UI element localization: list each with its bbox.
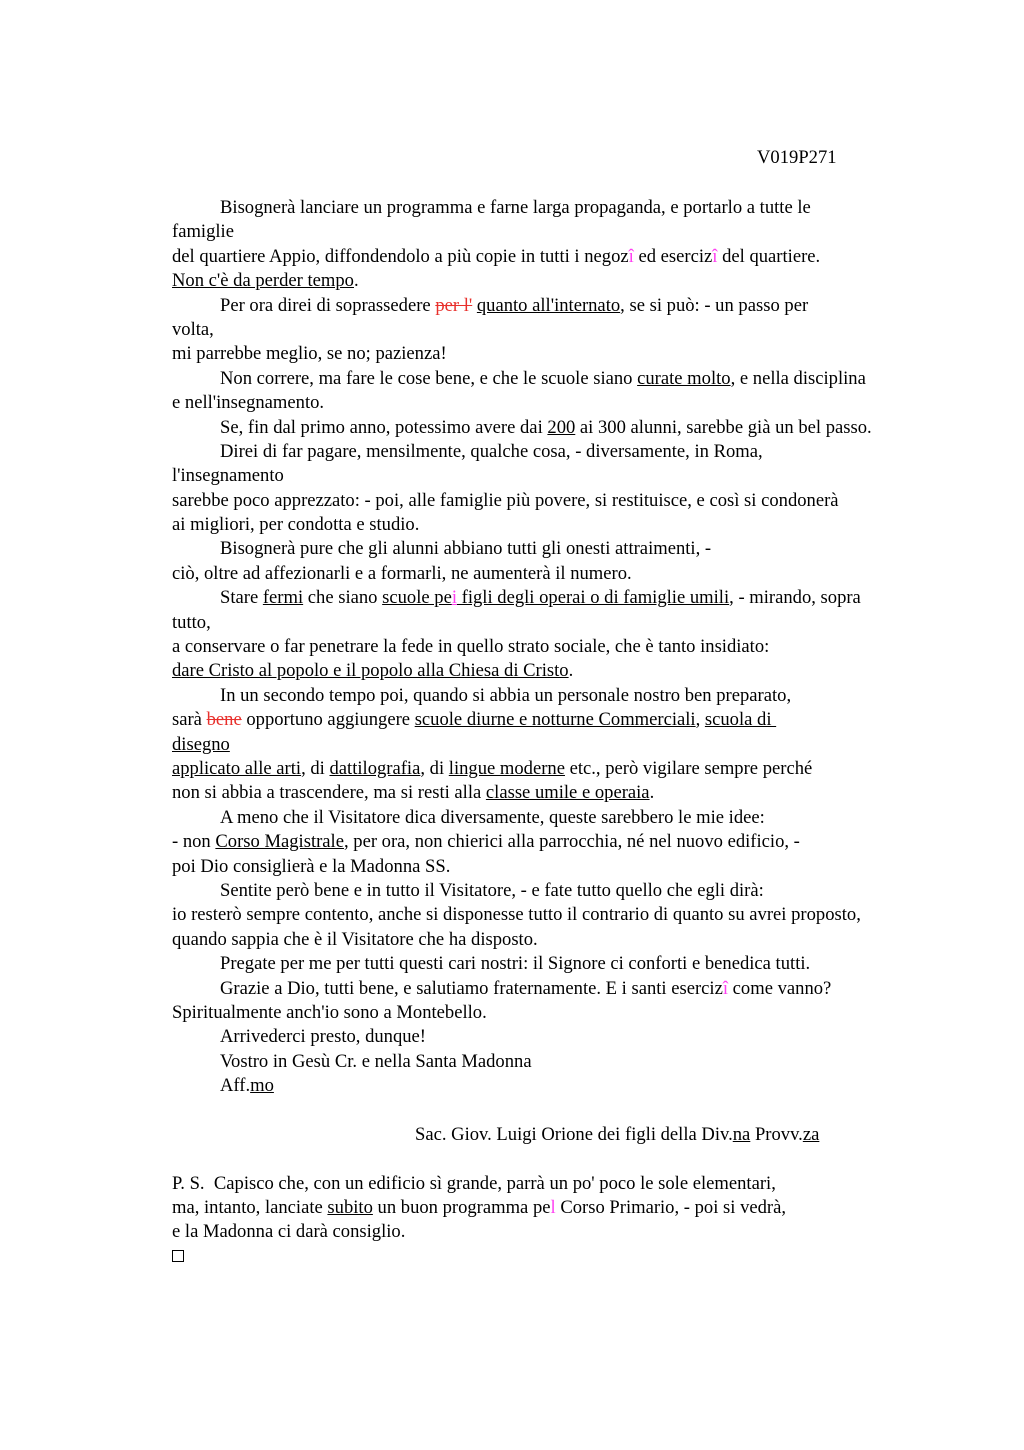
text-line: Per ora direi di soprassedere per l' quanto all'internato, se si può: - un passo per [220,294,809,316]
text-line: sarà bene opportuno aggiungere scuole diurne e notturne Commerciali, scuola di [172,709,777,731]
underlined-text: dare Cristo al popolo e il popolo alla Chiesa di Cristo [172,660,569,682]
underlined-text: Corso Magistrale [215,831,344,853]
text-line: mi parrebbe meglio, se no; pazienza! [172,343,447,365]
text-line: Non correre, ma fare le cose bene, e che le scuole siano curate molto, e nella disciplina [220,367,866,389]
underlined-text: za [802,1123,820,1145]
text-line: Bisognerà lanciare un programma e farne larga propaganda, e portarlo a tutte le [220,197,811,218]
text-line: Direi di far pagare, mensilmente, qualche cosa, - diversamente, in Roma, [220,440,763,462]
underlined-text: fermi [262,587,304,609]
signature-line: Sac. Giov. Luigi Orione dei figli della Div.na Provv.za [415,1123,820,1145]
text-line: Bisognerà pure che gli alunni abbiano tutti gli onesti attraimenti, - [220,538,712,560]
text-line: del quartiere Appio, diffondendolo a più copie in tutti i negozî ed esercizî del quartiere. [172,245,821,267]
text-line: ciò, oltre ad affezionarli e a formarli, ne aumenterà il numero. [172,562,632,584]
text-line: poi Dio consiglierà e la Madonna SS. [172,855,451,877]
underlined-text: lingue moderne [448,757,565,779]
underlined-text: curate molto [637,367,731,389]
text-line: dare Cristo al popolo e il popolo alla Chiesa di Cristo. [172,660,574,682]
text-line: Vostro in Gesù Cr. e nella Santa Madonna [220,1050,532,1072]
underlined-text: classe umile e operaia [485,782,650,804]
text-line: - non Corso Magistrale, per ora, non chierici alla parrocchia, né nel nuovo edificio, - [172,831,800,853]
underlined-text: figli degli operai o di famiglie umili [457,587,730,609]
underlined-text: mo [250,1075,274,1097]
text-line: applicato alle arti, di dattilografia, di lingue moderne etc., però vigilare sempre perché [172,757,813,779]
text-line: a conservare o far penetrare la fede in quello strato sociale, che è tanto insidiato: [172,636,770,658]
text-line: ai migliori, per condotta e studio. [172,514,420,536]
text-line: Pregate per me per tutti questi cari nostri: il Signore ci conforti e benedica tutti. [220,953,811,975]
underlined-text: scuola di [704,709,777,731]
underlined-text: applicato alle arti [172,757,302,779]
postscript-line: ma, intanto, lanciate subito un buon programma pel Corso Primario, - poi si vedrà, [172,1197,787,1219]
text-line: quando sappia che è il Visitatore che ha disposto. [172,928,538,950]
text-line: tutto, [172,611,211,633]
text-line: Sentite però bene e in tutto il Visitatore, - e fate tutto quello che egli dirà: [220,879,764,901]
text-line: Stare fermi che siano scuole pei figli degli operai o di famiglie umili, - mirando, sopra [220,587,861,609]
underlined-text: scuole diurne e notturne Commercial [414,709,691,731]
page-reference: V019P271 [757,147,837,168]
text-line: In un secondo tempo poi, quando si abbia un personale nostro ben preparato, [220,684,792,706]
end-marker [172,1245,972,1269]
text-line: Se, fin dal primo anno, potessimo avere dai 200 ai 300 alunni, sarebbe già un bel passo. [220,416,872,438]
underlined-text: i [690,709,696,731]
text-line: volta, [172,318,214,340]
underlined-text: 200 [547,416,576,438]
text-line: Aff.mo [220,1075,274,1097]
underlined-text: quanto all'internato [476,294,621,316]
underlined-text: dattilografia [329,757,421,779]
text-line: Spiritualmente anch'io sono a Montebello. [172,1001,487,1023]
letter-body [172,196,972,1269]
inserted-char: i [451,587,457,609]
struck-text: per l' [435,294,473,316]
underlined-text: scuole pe [382,587,452,609]
underlined-text: disegno [172,733,230,755]
text-line: Grazie a Dio, tutti bene, e salutiamo fraternamente. E i santi esercizî come vanno? [220,977,832,999]
postscript-line: e la Madonna ci darà consiglio. [172,1221,406,1243]
text-line: non si abbia a trascendere, ma si resti alla classe umile e operaia. [172,782,655,804]
underlined-text: na [732,1123,751,1145]
text-line: e nell'insegnamento. [172,392,325,414]
underlined-text: Non c'è da perder tempo [172,270,354,292]
postscript-line: P. S. Capisco che, con un edificio sì grande, parrà un po' poco le sole elementari, [172,1172,776,1194]
text-line: Arrivederci presto, dunque! [220,1026,427,1048]
blank-line [172,1147,972,1171]
blank-line [172,1098,972,1122]
text-line [172,733,972,757]
underlined-text: subito [327,1197,373,1219]
text-line: A meno che il Visitatore dica diversamente, queste sarebbero le mie idee: [220,806,765,828]
inserted-char: î [722,977,729,999]
struck-text: bene [206,709,242,731]
text-line: Non c'è da perder tempo. [172,270,359,292]
inserted-char: l [550,1197,556,1219]
inserted-char: î [712,245,718,267]
text-line: famiglie [172,221,234,243]
text-line: sarebbe poco apprezzato: - poi, alle famiglie più povere, si restituisce, e così si condonerà [172,489,839,511]
text-line: io resterò sempre contento, anche si disponesse tutto il contrario di quanto su avrei proposto, [172,904,861,926]
inserted-char: î [628,245,634,267]
square-icon [172,1250,184,1262]
text-line: l'insegnamento [172,465,284,487]
